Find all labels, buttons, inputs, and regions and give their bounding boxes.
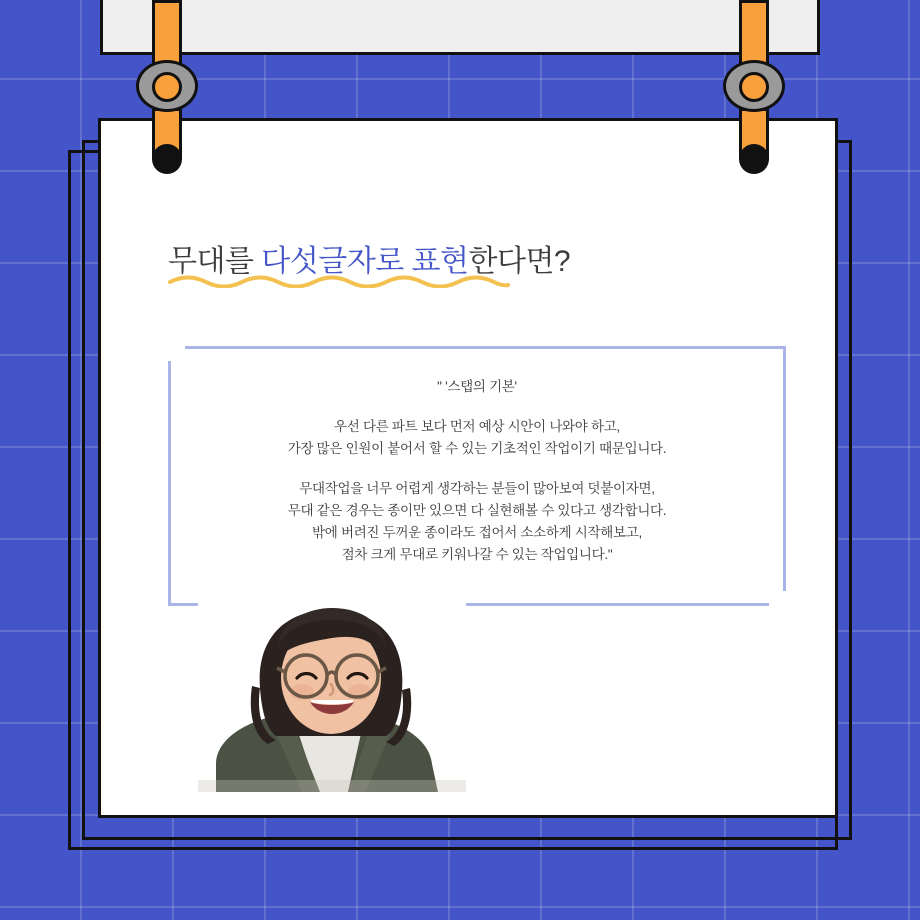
clip-ring-hole <box>739 72 769 102</box>
quote-p2-line3: 밖에 버려진 두꺼운 종이라도 접어서 소소하게 시작해보고, <box>312 525 642 540</box>
clip-ring <box>723 60 785 112</box>
card-stack <box>68 118 854 852</box>
quote-paragraph-gap <box>168 460 786 478</box>
quote-p2-line2: 무대 같은 경우는 종이만 있으면 다 실현해볼 수 있다고 생각합니다. <box>287 503 667 518</box>
quote-text <box>168 376 786 566</box>
top-partial-card <box>100 0 820 55</box>
headline-part-1: 무대를 <box>168 245 262 278</box>
clip-bar-top <box>152 0 182 66</box>
clip-ring <box>136 60 198 112</box>
smiling-person-photo <box>198 596 466 792</box>
headline-part-2: 한다면? <box>468 245 571 278</box>
clip-cap-bottom <box>739 144 769 174</box>
card-content <box>98 118 838 818</box>
quote-panel-notch-bottom-right <box>769 591 789 609</box>
quote-p1-line1: 우선 다른 파트 보다 먼저 예상 시안이 나와야 하고, <box>334 419 620 434</box>
headline-accent: 다섯글자로 표현 <box>261 245 469 278</box>
quote-open-line: " '스탭의 기본' <box>437 379 517 394</box>
quote-panel-notch-top-left <box>165 343 185 361</box>
clip-ring-hole <box>152 72 182 102</box>
clip-bar-top <box>739 0 769 66</box>
quote-p2-line4: 점차 크게 무대로 키워나갈 수 있는 작업입니다." <box>341 547 613 562</box>
quote-p2-line1: 무대작업을 너무 어렵게 생각하는 분들이 많아보여 덧붙이자면, <box>299 481 655 496</box>
quote-p1-line2: 가장 많은 인원이 붙어서 할 수 있는 기초적인 작업이기 때문입니다. <box>287 441 667 456</box>
wavy-underline-icon <box>168 274 510 288</box>
clip-cap-bottom <box>152 144 182 174</box>
top-partial-card-surface <box>103 0 817 52</box>
